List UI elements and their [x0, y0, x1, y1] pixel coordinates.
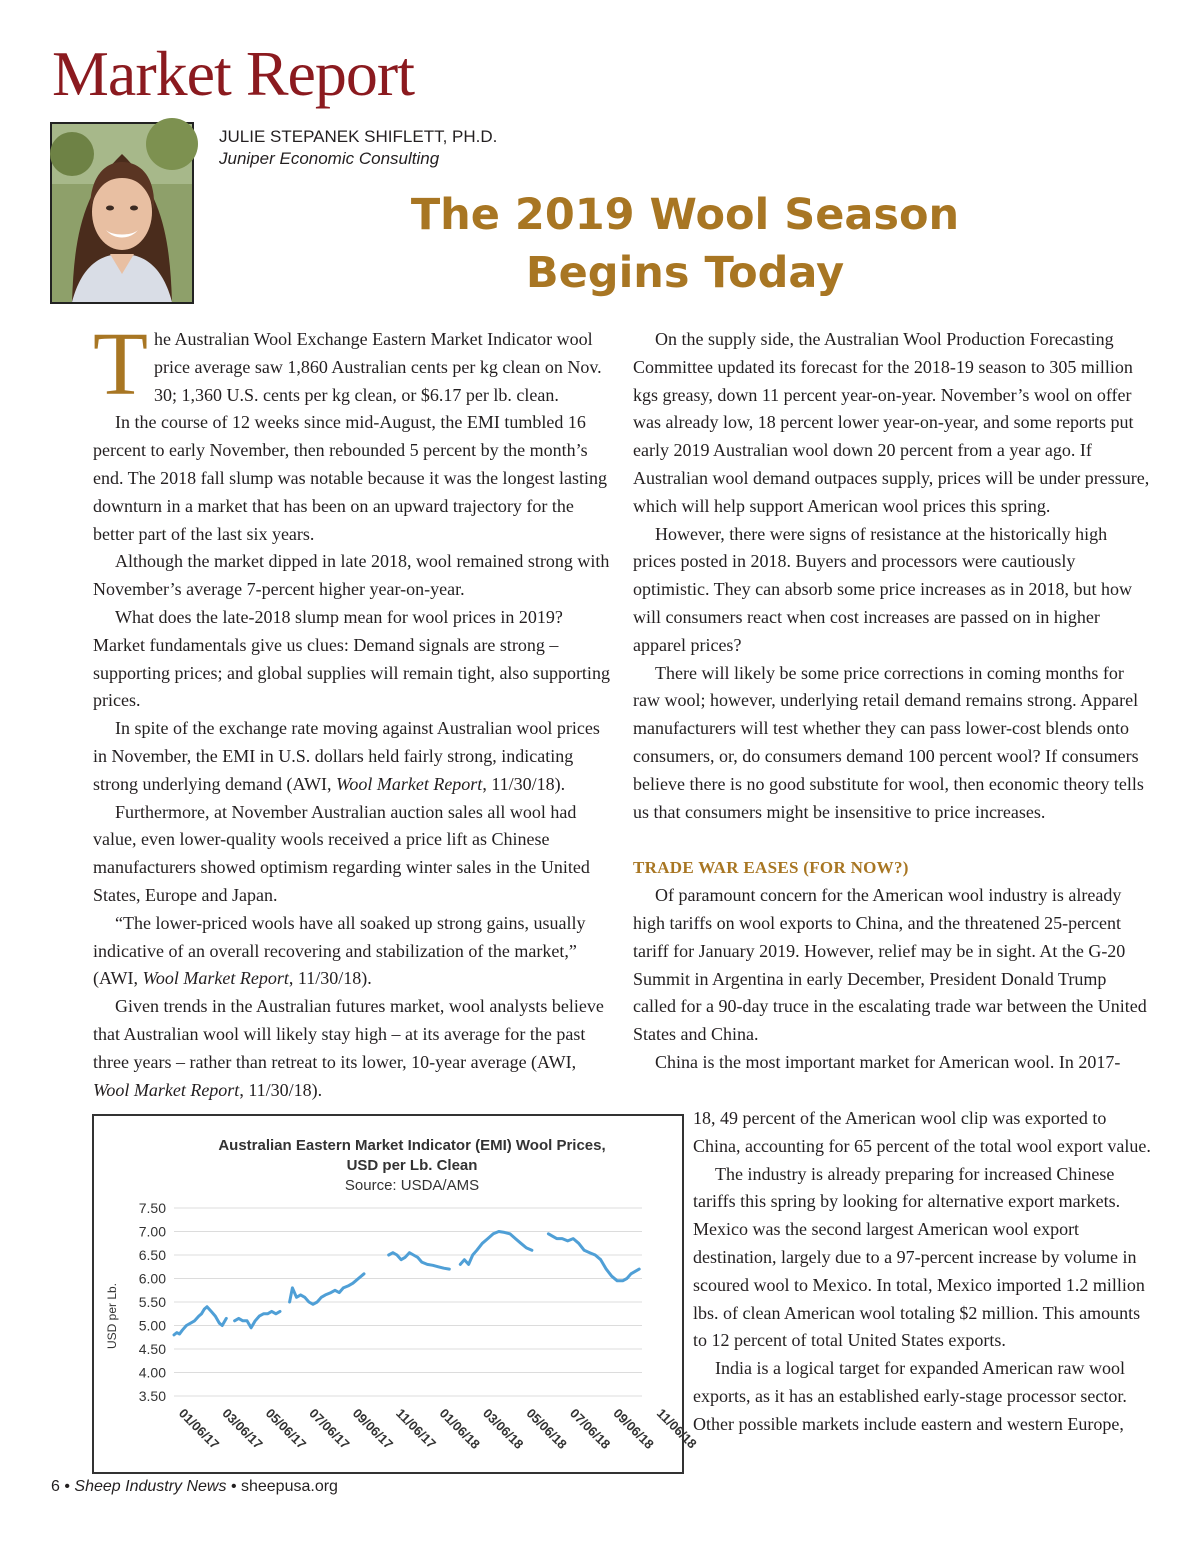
paragraph: India is a logical target for expanded American raw wool exports, as it has an established early-stage processor sector. Other possible markets include eastern and western Europe, — [693, 1358, 1127, 1434]
chart-x-tick-label: 01/06/17 — [175, 1405, 223, 1452]
text-run: “The lower-priced wools have all soaked up strong gains, usually indicative of an overall recovering and stabilization of the market,” (AWI, — [93, 912, 586, 989]
paragraph: Of paramount concern for the American wool industry is already high tariffs on wool exports to China, and the threatened 25-percent tariff for January 2019. However, relief may be in sight. At the G-20 Summit in Argentina in early December, President Donald Trump called for a 90-day truce in the escalating trade war between the United States and China. — [633, 885, 1147, 1045]
citation: Wool Market Report — [93, 1079, 240, 1100]
publication-name: Sheep Industry News — [74, 1478, 227, 1495]
article-column-left — [93, 315, 613, 1104]
paragraph: On the supply side, the Australian Wool Production Forecasting Committee updated its forecast for the 2018-19 season to 305 million kgs greasy, down 11 percent year-on-year. November’s wool on offer was already low, 18 percent lower year-on-year, and some reports put early 2019 Australian wool down 20 percent from a year ago. If Australian wool demand outpaces supply, prices will be under pressure, which will help support American wool prices this spring. — [633, 329, 1150, 516]
page-footer — [51, 1478, 338, 1496]
paragraph: However, there were signs of resistance at the historically high prices posted in 2018. Buyers and processors were cautiously optimistic. They can absorb some price increases as in 2018, but how will consumers react when cost increases are passed on in higher apparel prices? — [633, 523, 1133, 655]
chart-x-tick-label: 07/06/17 — [306, 1405, 353, 1452]
page-number: 6 • — [51, 1478, 70, 1495]
chart-series-line — [548, 1234, 639, 1281]
chart-gridlines — [174, 1208, 642, 1396]
paragraph: The industry is already preparing for increased Chinese tariffs this spring by looking for alternative export markets. Mexico was the second largest American wool export destination, largely due to a 97-percent increase by volume in scoured wool to Mexico. In total, Mexico imported 1.2 million lbs. of clean American wool totaling $2 million. This amounts to 12 percent of total United States exports. — [693, 1163, 1145, 1351]
chart-source: Source: USDA/AMS — [344, 1177, 480, 1194]
emi-line-chart — [94, 1116, 700, 1472]
chart-series — [174, 1232, 639, 1335]
chart-x-tick-label: 03/06/18 — [480, 1405, 527, 1452]
text-run: In spite of the exchange rate moving against Australian wool prices in November, the EMI in U.S. dollars held fairly strong, indicating strong underlying demand (AWI, — [93, 718, 600, 794]
chart-x-tick-label: 09/06/18 — [610, 1405, 657, 1452]
author-portrait-image — [52, 124, 192, 302]
section-subhead: TRADE WAR EASES (FOR NOW?) — [633, 858, 909, 878]
intro-text: he Australian Wool Exchange Eastern Market Indicator wool price average saw 1,860 Australian cents per kg clean on Nov. 30; 1,360 U.S. cents per kg clean, or $6.17 per lb. clean. — [153, 329, 602, 405]
paragraph — [93, 715, 613, 798]
chart-x-tick-label: 11/06/17 — [393, 1405, 440, 1452]
text-run: Given trends in the Australian futures market, wool analysts believe that Australian wool will likely stay high – at its average for the past three years – rather than retreat to its lower, 10-year average (AWI, — [93, 996, 604, 1072]
chart-y-tick-label: 3.50 — [138, 1388, 166, 1404]
citation: Wool Market Report — [142, 968, 289, 989]
chart-x-tick-label: 09/06/17 — [349, 1405, 397, 1452]
headline-line-2: Begins Today — [525, 248, 845, 298]
author-name: JULIE STEPANEK SHIFLETT, PH.D. — [219, 127, 498, 146]
paragraph: Although the market dipped in late 2018, wool remained strong with November’s average 7-percent higher year-on-year. — [93, 551, 610, 600]
chart-title-line-2: USD per Lb. Clean — [346, 1157, 478, 1174]
chart-y-tick-label: 7.50 — [138, 1200, 166, 1216]
chart-y-ticks — [139, 1200, 166, 1404]
section-title: Market Report — [52, 38, 414, 109]
chart-x-tick-label: 01/06/18 — [436, 1405, 483, 1452]
chart-x-tick-label: 07/06/18 — [566, 1405, 614, 1452]
emi-chart-panel — [92, 1114, 700, 1474]
article-column-right-wrap — [693, 1105, 1153, 1439]
chart-y-axis-label: USD per Lb. — [105, 1282, 119, 1350]
chart-y-tick-label: 6.50 — [138, 1247, 166, 1263]
author-photo — [50, 122, 194, 304]
chart-y-tick-label: 5.00 — [138, 1317, 166, 1334]
chart-y-tick-label: 4.00 — [138, 1364, 166, 1381]
paragraph-intro — [93, 315, 613, 414]
chart-y-tick-label: 7.00 — [138, 1223, 166, 1240]
paragraph: In the course of 12 weeks since mid-August, the EMI tumbled 16 percent to early November, then rebounded 5 percent by the month’s end. The 2018 fall slump was notable because it was the longest lasting downturn in a market that has been on an upward trajectory for the better part of the last six years. — [93, 412, 608, 544]
paragraph: 18, 49 percent of the American wool clip was exported to China, accounting for 65 percent of the total wool export value. — [693, 1108, 1151, 1156]
chart-series-line — [174, 1307, 226, 1335]
paragraph — [93, 910, 613, 993]
chart-x-tick-label: 11/06/18 — [653, 1405, 700, 1452]
chart-x-tick-label: 03/06/17 — [219, 1405, 266, 1452]
author-byline — [219, 126, 497, 170]
headline-line-1: The 2019 Wool Season — [410, 190, 960, 240]
chart-y-tick-label: 5.50 — [138, 1294, 166, 1310]
chart-x-tick-label: 05/06/17 — [262, 1405, 310, 1452]
chart-y-tick-label: 4.50 — [138, 1341, 166, 1357]
paragraph — [93, 993, 613, 1104]
drop-cap: T — [93, 315, 148, 414]
paragraph: Furthermore, at November Australian auction sales all wool had value, even lower-quality wools received a price lift as Chinese manufacturers showed optimism regarding winter sales in the United States, Europe and Japan. — [93, 801, 590, 905]
chart-title-line-1: Australian Eastern Market Indicator (EMI) Wool Prices, — [218, 1137, 606, 1154]
author-affiliation: Juniper Economic Consulting — [219, 149, 440, 168]
text-run: , 11/30/18). — [288, 968, 372, 989]
paragraph: What does the late-2018 slump mean for wool prices in 2019? Market fundamentals give us clues: Demand signals are strong – supporting prices; and global supplies will remain tight, also supporting prices. — [93, 606, 610, 711]
text-run: , 11/30/18). — [482, 773, 566, 794]
chart-x-tick-label: 05/06/18 — [523, 1405, 570, 1452]
citation: Wool Market Report — [336, 773, 483, 794]
paragraph: There will likely be some price corrections in coming months for raw wool; however, underlying retail demand remains strong. Apparel manufacturers will test whether they can pass lower-cost blends onto consumers, or, do consumers demand 100 percent wool? If consumers believe there is no good substitute for wool, then economic theory tells us that consumers might be insensitive to price increases. — [633, 662, 1144, 822]
website: • sheepusa.org — [230, 1478, 338, 1495]
article-headline — [370, 186, 1000, 302]
chart-series-line — [460, 1232, 532, 1265]
paragraph: China is the most important market for American wool. In 2017- — [655, 1051, 1121, 1072]
chart-y-tick-label: 6.00 — [138, 1270, 166, 1287]
chart-x-ticks — [176, 1406, 700, 1452]
article-column-right — [633, 326, 1153, 1077]
text-run: , 11/30/18). — [239, 1079, 323, 1100]
